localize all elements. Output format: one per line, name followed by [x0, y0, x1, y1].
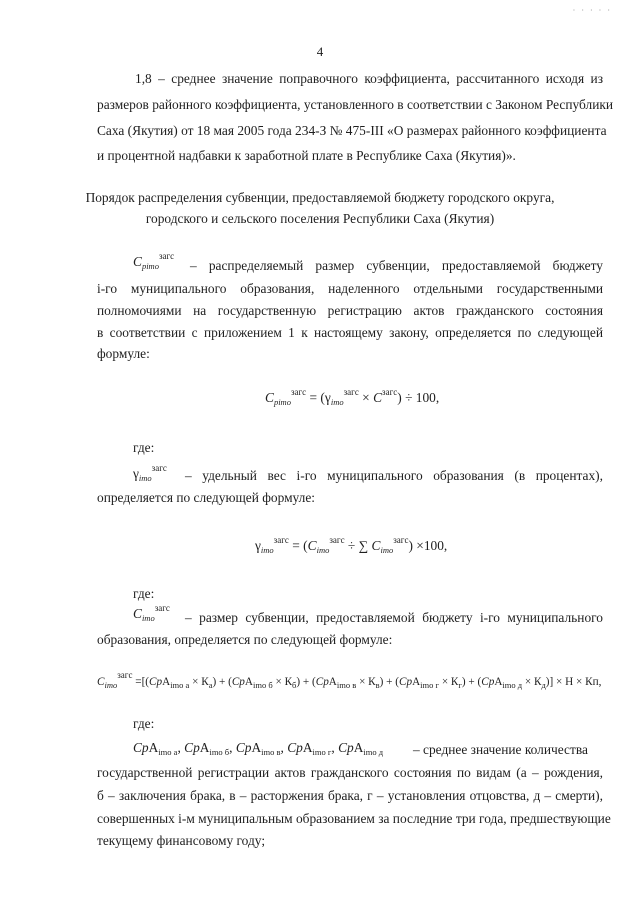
where-label-3: где:: [133, 716, 155, 731]
p2-lead: – распределяемый размер субвенции, предоставляемой бюджету: [190, 258, 603, 273]
p2-line-2: полномочиями на государственную регистрацию актов гражданского состояния: [97, 303, 603, 318]
p5-line-1: государственной регистрации актов гражданского состояния по видам (а – рождения,: [97, 765, 603, 780]
symbol-c-imo: $C_{imo}^{загс}$: [133, 603, 170, 623]
formula-3: $C_{imo}^{загс} =[(СрА_{imo а} \times К_а) + (СрА_{imo б} \times К_б) + (СрА_{imo в} \times К_в) + (СрА_{imo г} \times К_г) + (СрА_{imo д} \times К_д)] \times Н$ × Кп,: [97, 670, 602, 690]
symbol-gamma-imo: $\gamma_{imo}^{загс}$: [133, 463, 167, 483]
p2-line-4: формуле:: [97, 346, 150, 361]
where-label-2: где:: [133, 586, 155, 601]
p3-lead: – удельный вес i-го муниципального образования (в процентах),: [185, 468, 603, 483]
p5-lead: – среднее значение количества: [413, 742, 588, 757]
symbol-c-pimo: $C_{pimo}^{загс}$: [133, 251, 175, 271]
p5-line-4: текущему финансовому году;: [97, 833, 266, 848]
p2-line-3: в соответствии с приложением 1 к настоящему закону, определяется по следующей: [97, 325, 603, 340]
section-heading-line-2: городского и сельского поселения Республики Саха (Якутия): [145, 211, 495, 226]
p1-line-4: и процентной надбавки к заработной плате в Республике Саха (Якутия)».: [97, 148, 516, 163]
p1-line-3: Саха (Якутия) от 18 мая 2005 года 234-З № 475-III «О размерах районного коэффициента: [97, 123, 607, 138]
p4-line-2: образования, определяется по следующей формуле:: [97, 632, 393, 647]
p5-line-2: б – заключения брака, в – расторжения брака, г – установления отцовства, д – смерти),: [97, 788, 603, 803]
page-number: 4: [316, 44, 324, 59]
p4-lead: – размер субвенции, предоставляемой бюджету i-го муниципального: [185, 610, 603, 625]
p5-line-3: совершенных i-м муниципальным образованием за последние три года, предшествующие: [97, 811, 611, 826]
section-heading-line-1: Порядок распределения субвенции, предоставляемой бюджету городского округа,: [85, 190, 555, 205]
p3-line-2: определяется по следующей формуле:: [97, 490, 316, 505]
where-label-1: где:: [133, 440, 155, 455]
p2-line-1: i-го муниципального образования, наделенного отдельными государственными: [97, 281, 603, 296]
top-dots: · · · · ·: [572, 6, 612, 15]
p1-line-2: размеров районного коэффициента, установленного в соответствии с Законом Республики: [97, 97, 614, 112]
formula-2: $\gamma_{imo}^{загс} = (C_{imo}^{загс}$ ÷ ∑ $C_{imo}^{загс}) \times 100$,: [255, 535, 448, 555]
symbols-sra-list: СрА$_{imo а}$, СрА$_{imo б}$, СрА$_{imo в}$, СрА$_{imo г}$, СрА$_{imo д}$: [133, 740, 384, 757]
p1-line-1: 1,8 – среднее значение поправочного коэффициента, рассчитанного исходя из: [135, 71, 603, 86]
formula-1: $C_{pimo}^{загс} = (\gamma_{imo}^{загс} \times C^{загс}) \div 100$,: [265, 387, 440, 407]
